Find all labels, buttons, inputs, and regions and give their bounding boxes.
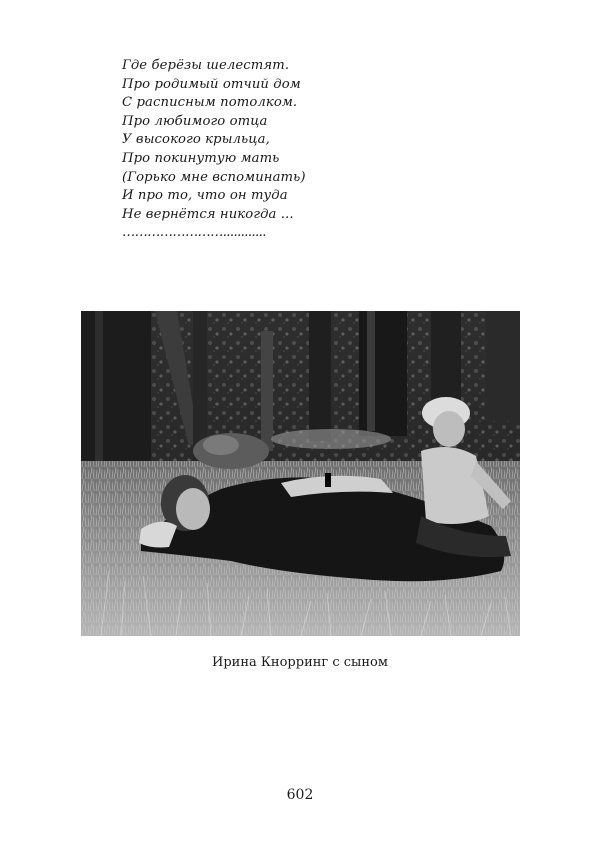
photo-caption: Ирина Кнорринг с сыном <box>212 655 388 670</box>
poem-line: У высокого крыльца, <box>122 132 270 148</box>
poem-line: (Горько мне вспоминать) <box>122 169 306 185</box>
poem-line: Не вернётся никогда ... <box>122 206 294 222</box>
poem-ellipsis-line: ……………………............ <box>122 225 266 241</box>
poem-line: Где берёзы шелестят. <box>122 58 290 73</box>
poem-line: И про то, что он туда <box>122 188 288 204</box>
photo-illustration <box>81 311 520 636</box>
page-number: 602 <box>286 787 314 803</box>
poem-stanza <box>122 57 422 243</box>
poem-line: Про покинутую мать <box>122 150 280 166</box>
photograph-woman-and-son <box>81 311 520 636</box>
poem-line: Про любимого отца <box>122 113 268 129</box>
poem-line: Про родимый отчий дом <box>122 76 301 92</box>
poem-line: С расписным потолком. <box>122 95 298 111</box>
